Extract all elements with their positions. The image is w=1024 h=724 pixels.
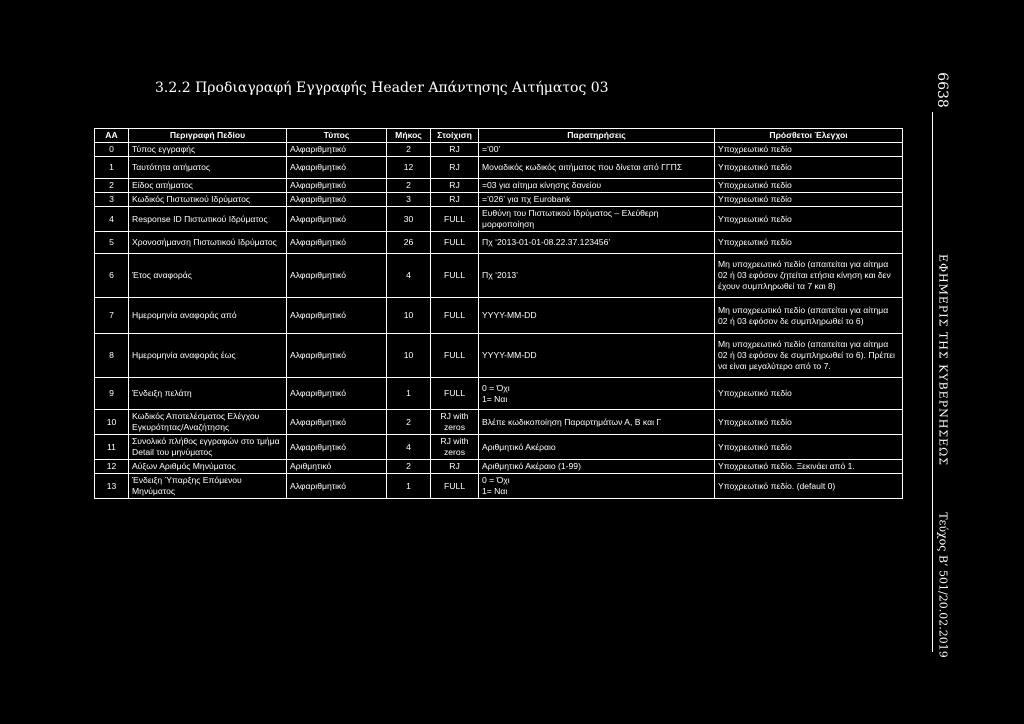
field-type: Αλφαριθμητικό — [287, 232, 387, 254]
field-description: Ημερομηνία αναφοράς έως — [129, 334, 287, 378]
table-row — [95, 143, 903, 157]
table-row — [95, 410, 903, 435]
field-alignment: FULL — [431, 254, 479, 298]
field-checks: Υποχρεωτικό πεδίο — [715, 179, 903, 193]
table-row — [95, 334, 903, 378]
field-alignment: FULL — [431, 232, 479, 254]
field-length: 1 — [387, 474, 431, 499]
header-spec-table — [94, 128, 903, 499]
col-header-alignment: Στοίχιση — [431, 129, 479, 143]
row-number: 11 — [95, 435, 129, 460]
field-description: Response ID Πιστωτικού Ιδρύματος — [129, 207, 287, 232]
row-number: 13 — [95, 474, 129, 499]
col-header-aa: ΑΑ — [95, 129, 129, 143]
field-type: Αλφαριθμητικό — [287, 179, 387, 193]
field-checks: Υποχρεωτικό πεδίο — [715, 143, 903, 157]
table-row — [95, 460, 903, 474]
field-alignment: RJ with zeros — [431, 435, 479, 460]
field-length: 10 — [387, 298, 431, 334]
row-number: 8 — [95, 334, 129, 378]
field-description: Ένδειξη πελάτη — [129, 378, 287, 410]
table-row — [95, 179, 903, 193]
field-checks: Μη υποχρεωτικό πεδίο (απαιτείται για αίτημα 02 ή 03 εφόσον δε συμπληρωθεί το 6). Πρέπει να είναι μεγαλύτερο από το 7. — [715, 334, 903, 378]
table-row — [95, 435, 903, 460]
field-checks: Υποχρεωτικό πεδίο. Ξεκινάει από 1. — [715, 460, 903, 474]
field-type: Αλφαριθμητικό — [287, 410, 387, 435]
table-row — [95, 157, 903, 179]
field-type: Αλφαριθμητικό — [287, 334, 387, 378]
field-notes: YYYY-MM-DD — [479, 298, 715, 334]
row-number: 10 — [95, 410, 129, 435]
field-alignment: FULL — [431, 207, 479, 232]
field-length: 2 — [387, 143, 431, 157]
field-type: Αλφαριθμητικό — [287, 298, 387, 334]
field-description: Τύπος εγγραφής — [129, 143, 287, 157]
field-description: Κωδικός Πιστωτικού Ιδρύματος — [129, 193, 287, 207]
row-number: 5 — [95, 232, 129, 254]
field-type: Αλφαριθμητικό — [287, 254, 387, 298]
field-checks: Μη υποχρεωτικό πεδίο (απαιτείται για αίτημα 02 ή 03 εφόσον ζητείται ετήσια κίνηση και δεν έχουν συμπληρωθεί τα 7 και 8) — [715, 254, 903, 298]
field-alignment: FULL — [431, 298, 479, 334]
field-checks: Υποχρεωτικό πεδίο — [715, 157, 903, 179]
journal-name: ΕΦΗΜΕΡΙΣ ΤΗΣ ΚΥΒΕΡΝΗΣΕΩΣ — [936, 253, 950, 467]
field-type: Αλφαριθμητικό — [287, 207, 387, 232]
table-row — [95, 193, 903, 207]
field-alignment: FULL — [431, 378, 479, 410]
field-length: 3 — [387, 193, 431, 207]
field-notes: Ευθύνη του Πιστωτικού Ιδρύματος – Ελεύθερη μορφοποίηση — [479, 207, 715, 232]
field-type: Αλφαριθμητικό — [287, 474, 387, 499]
field-type: Αλφαριθμητικό — [287, 435, 387, 460]
table-row — [95, 232, 903, 254]
field-notes: Πχ ‘2013-01-01-08.22.37.123456’ — [479, 232, 715, 254]
field-notes: 0 = Όχι 1= Ναι — [479, 474, 715, 499]
table-header-row — [95, 129, 903, 143]
field-type: Αριθμητικό — [287, 460, 387, 474]
field-length: 4 — [387, 435, 431, 460]
field-notes: Μοναδικός κωδικός αιτήματος που δίνεται από ΓΓΠΣ — [479, 157, 715, 179]
field-checks: Υποχρεωτικό πεδίο — [715, 435, 903, 460]
field-notes: 0 = Όχι 1= Ναι — [479, 378, 715, 410]
field-type: Αλφαριθμητικό — [287, 157, 387, 179]
col-header-type: Τύπος — [287, 129, 387, 143]
field-notes: Βλέπε κωδικοποίηση Παραρτημάτων Α, Β και Γ — [479, 410, 715, 435]
field-notes: Αριθμητικό Ακέραιο — [479, 435, 715, 460]
field-length: 2 — [387, 460, 431, 474]
section-title: 3.2.2 Προδιαγραφή Εγγραφής Header Απάντησης Αιτήματος 03 — [155, 80, 609, 96]
table-row — [95, 298, 903, 334]
row-number: 7 — [95, 298, 129, 334]
table-row — [95, 207, 903, 232]
field-description: Ημερομηνία αναφοράς από — [129, 298, 287, 334]
field-description: Κωδικός Αποτελέσματος Ελέγχου Εγκυρότητας/Αναζήτησης — [129, 410, 287, 435]
field-length: 26 — [387, 232, 431, 254]
field-description: Ταυτότητα αιτήματος — [129, 157, 287, 179]
field-alignment: RJ — [431, 460, 479, 474]
field-alignment: RJ — [431, 179, 479, 193]
row-number: 0 — [95, 143, 129, 157]
field-notes: =03 για αίτημα κίνησης δανείου — [479, 179, 715, 193]
field-alignment: RJ — [431, 157, 479, 179]
field-description: Έτος αναφοράς — [129, 254, 287, 298]
row-number: 4 — [95, 207, 129, 232]
page-number: 6638 — [933, 72, 950, 108]
row-number: 9 — [95, 378, 129, 410]
field-alignment: RJ with zeros — [431, 410, 479, 435]
field-checks: Μη υποχρεωτικό πεδίο (απαιτείται για αίτημα 02 ή 03 εφόσον δε συμπληρωθεί το 6) — [715, 298, 903, 334]
field-checks: Υποχρεωτικό πεδίο — [715, 410, 903, 435]
field-alignment: RJ — [431, 143, 479, 157]
row-number: 1 — [95, 157, 129, 179]
field-alignment: FULL — [431, 474, 479, 499]
field-checks: Υποχρεωτικό πεδίο — [715, 193, 903, 207]
field-description: Χρονοσήμανση Πιστωτικού Ιδρύματος — [129, 232, 287, 254]
field-length: 30 — [387, 207, 431, 232]
field-notes: =’026’ για πχ Eurobank — [479, 193, 715, 207]
field-notes: =’00’ — [479, 143, 715, 157]
field-length: 2 — [387, 179, 431, 193]
row-number: 12 — [95, 460, 129, 474]
field-notes: Αριθμητικό Ακέραιο (1-99) — [479, 460, 715, 474]
side-rule — [932, 112, 933, 652]
field-type: Αλφαριθμητικό — [287, 193, 387, 207]
field-type: Αλφαριθμητικό — [287, 378, 387, 410]
field-alignment: FULL — [431, 334, 479, 378]
field-length: 10 — [387, 334, 431, 378]
field-description: Είδος αιτήματος — [129, 179, 287, 193]
field-description: Αύξων Αριθμός Μηνύματος — [129, 460, 287, 474]
field-checks: Υποχρεωτικό πεδίο. (default 0) — [715, 474, 903, 499]
field-length: 12 — [387, 157, 431, 179]
field-checks: Υποχρεωτικό πεδίο — [715, 207, 903, 232]
col-header-description: Περιγραφή Πεδίου — [129, 129, 287, 143]
field-type: Αλφαριθμητικό — [287, 143, 387, 157]
issue-reference: Τεύχος Β’ 501/20.02.2019 — [936, 512, 950, 658]
row-number: 3 — [95, 193, 129, 207]
col-header-checks: Πρόσθετοι Έλεγχοι — [715, 129, 903, 143]
field-notes: Πχ ‘2013’ — [479, 254, 715, 298]
table-row — [95, 474, 903, 499]
field-checks: Υποχρεωτικό πεδίο — [715, 232, 903, 254]
row-number: 6 — [95, 254, 129, 298]
table-row — [95, 254, 903, 298]
col-header-notes: Παρατηρήσεις — [479, 129, 715, 143]
field-checks: Υποχρεωτικό πεδίο — [715, 378, 903, 410]
field-description: Ένδειξη Ύπαρξης Επόμενου Μηνύματος — [129, 474, 287, 499]
field-length: 4 — [387, 254, 431, 298]
field-notes: YYYY-MM-DD — [479, 334, 715, 378]
field-length: 2 — [387, 410, 431, 435]
col-header-length: Μήκος — [387, 129, 431, 143]
table-row — [95, 378, 903, 410]
field-length: 1 — [387, 378, 431, 410]
row-number: 2 — [95, 179, 129, 193]
field-alignment: RJ — [431, 193, 479, 207]
field-description: Συνολικό πλήθος εγγραφών στο τμήμα Detail του μηνύματος — [129, 435, 287, 460]
